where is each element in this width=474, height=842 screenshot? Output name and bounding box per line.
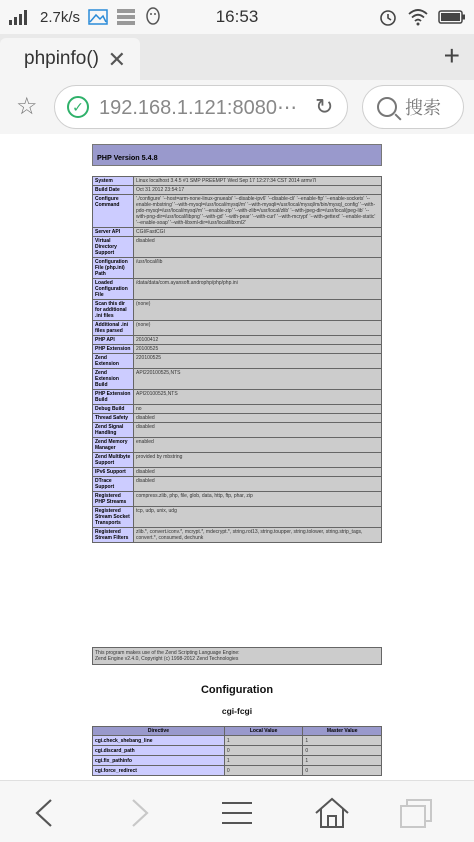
search-icon — [377, 97, 397, 117]
info-label: PHP Extension — [93, 345, 134, 354]
config-value: 1 — [303, 736, 382, 746]
url-text[interactable]: 192.168.1.121:8080⋯ — [99, 96, 297, 119]
info-row — [93, 177, 382, 186]
info-value: disabled — [134, 468, 382, 477]
config-header: Directive — [93, 727, 225, 736]
config-row — [93, 746, 382, 756]
close-icon[interactable]: ✕ — [107, 47, 126, 72]
info-value: enabled — [134, 438, 382, 453]
php-version-title: PHP Version 5.4.8 — [97, 153, 158, 162]
info-label: Additional .ini files parsed — [93, 321, 134, 336]
info-row — [93, 438, 382, 453]
config-directive: cgi.discard_path — [93, 746, 225, 756]
info-value: 220100525 — [134, 354, 382, 369]
zend-credits — [92, 647, 382, 665]
info-value: tcp, udp, unix, udg — [134, 507, 382, 528]
config-value: 0 — [303, 746, 382, 756]
configuration-heading: Configuration — [200, 684, 274, 696]
info-row — [93, 477, 382, 492]
info-row — [93, 300, 382, 321]
info-label: System — [93, 177, 134, 186]
info-row — [93, 405, 382, 414]
url-field[interactable] — [54, 85, 348, 129]
address-bar — [0, 80, 474, 134]
info-label: Virtual Directory Support — [93, 237, 134, 258]
info-value: disabled — [134, 414, 382, 423]
home-icon[interactable] — [312, 793, 352, 833]
info-value: (none) — [134, 300, 382, 321]
config-directive: cgi.fix_pathinfo — [93, 756, 225, 766]
info-label: Zend Extension Build — [93, 369, 134, 390]
config-header: Master Value — [303, 727, 382, 736]
star-icon[interactable]: ☆ — [16, 93, 38, 120]
server-notification-icon — [116, 8, 136, 26]
config-value: 0 — [224, 746, 303, 756]
info-value: API220100525,NTS — [134, 369, 382, 390]
search-button[interactable] — [362, 85, 464, 129]
config-row — [93, 736, 382, 746]
net-speed: 2.7k/s — [40, 8, 81, 26]
info-value: /usr/local/lib — [134, 258, 382, 279]
battery-icon — [438, 9, 466, 25]
config-row — [93, 756, 382, 766]
info-label: Zend Memory Manager — [93, 438, 134, 453]
signal-icon — [8, 9, 32, 25]
qq-icon — [144, 7, 162, 27]
web-content[interactable] — [0, 134, 474, 780]
image-notification-icon — [88, 9, 108, 25]
info-row — [93, 369, 382, 390]
info-label: Registered Stream Socket Transports — [93, 507, 134, 528]
info-value: 20100412 — [134, 336, 382, 345]
config-value: 0 — [303, 766, 382, 776]
credits-line: Zend Engine v2.4.0, Copyright (c) 1998-2012 Zend Technologies — [95, 656, 239, 662]
info-row — [93, 345, 382, 354]
tab-bar — [0, 34, 474, 80]
alarm-icon — [378, 7, 398, 27]
info-row — [93, 528, 382, 543]
reload-icon[interactable]: ↻ — [315, 94, 334, 119]
config-row — [93, 766, 382, 776]
info-row — [93, 279, 382, 300]
config-value: 1 — [224, 756, 303, 766]
info-label: Registered PHP Streams — [93, 492, 134, 507]
info-row — [93, 507, 382, 528]
tabs-icon[interactable] — [396, 793, 436, 833]
info-label: Server API — [93, 228, 134, 237]
info-label: Configuration File (php.ini) Path — [93, 258, 134, 279]
bottom-nav — [0, 780, 474, 842]
info-label: Thread Safety — [93, 414, 134, 423]
info-value: disabled — [134, 477, 382, 492]
info-label: Zend Extension — [93, 354, 134, 369]
info-label: DTrace Support — [93, 477, 134, 492]
info-row — [93, 390, 382, 405]
search-label: 搜索 — [405, 98, 441, 118]
config-value: 0 — [224, 766, 303, 776]
info-row — [93, 492, 382, 507]
php-version-header — [92, 144, 382, 166]
credits-line: This program makes use of the Zend Scripting Language Engine: — [95, 650, 240, 656]
info-row — [93, 336, 382, 345]
tab-phpinfo[interactable] — [0, 38, 140, 80]
info-value: 20100525 — [134, 345, 382, 354]
config-value: 1 — [224, 736, 303, 746]
clock: 16:53 — [215, 7, 259, 26]
info-value: Linux localhost 3.4.5 #1 SMP PREEMPT Wed Sep 17 12:27:34 CST 2014 armv7l — [134, 177, 382, 186]
info-row — [93, 186, 382, 195]
config-directive: cgi.check_shebang_line — [93, 736, 225, 746]
info-value: provided by mbstring — [134, 453, 382, 468]
config-table — [92, 726, 382, 776]
info-label: Debug Build — [93, 405, 134, 414]
info-value: zlib.*, convert.iconv.*, mcrypt.*, mdecrypt.*, string.rot13, string.toupper, string.tolower, string.strip_tags, convert.*, consumed, dechunk — [134, 528, 382, 543]
shield-icon: ✓ — [67, 96, 89, 118]
info-label: IPv6 Support — [93, 468, 134, 477]
info-value: './configure' '--host=arm-none-linux-gnueabi' '--disable-ipv6' '--disable-cli' '--enable-ftp' '--enable-sockets' '--enable-mbstring' '--with-mysql=/usr/local/mysql/m' '--with-mysqli=/usr/local/mysql/m/bin/mysql_config' '--with-pdo-mysql=/usr/local/mysql/m' '--enable-zip' '--with-zlib=/usr/local/zlib' '--with-jpeg-dir=/usr/local/jpeg-lib' '--with-png-dir=/usr/local/libpng' '--with-gd' '--with-pear' '--with-curl' '--with-mcrypt' '--with-gettext' '--enable-static' '--enable-soap' '--with-libxml-dir=/usr/local/libxml2' — [134, 195, 382, 228]
tab-title: phpinfo() — [24, 48, 99, 69]
php-info-table — [92, 176, 382, 543]
info-row — [93, 453, 382, 468]
info-label: PHP Extension Build — [93, 390, 134, 405]
info-label: Scan this dir for additional .ini files — [93, 300, 134, 321]
info-value: API20100525,NTS — [134, 390, 382, 405]
info-label: Registered Stream Filters — [93, 528, 134, 543]
info-label: PHP API — [93, 336, 134, 345]
config-header-row — [93, 727, 382, 736]
info-row — [93, 414, 382, 423]
wifi-icon — [408, 8, 428, 26]
info-value: /data/data/com.ayansoft.androphp/php/php.ini — [134, 279, 382, 300]
info-row — [93, 258, 382, 279]
menu-icon[interactable] — [217, 793, 257, 833]
config-header: Local Value — [224, 727, 303, 736]
info-label: Zend Multibyte Support — [93, 453, 134, 468]
status-bar — [0, 0, 474, 34]
info-row — [93, 228, 382, 237]
status-right — [378, 0, 466, 34]
info-label: Loaded Configuration File — [93, 279, 134, 300]
info-label: Configure Command — [93, 195, 134, 228]
info-value: Oct 31 2012 23:54:17 — [134, 186, 382, 195]
config-value: 1 — [303, 756, 382, 766]
info-value: compress.zlib, php, file, glob, data, http, ftp, phar, zip — [134, 492, 382, 507]
info-label: Build Date — [93, 186, 134, 195]
info-value: no — [134, 405, 382, 414]
info-row — [93, 321, 382, 336]
plus-icon[interactable]: + — [443, 40, 460, 71]
info-row — [93, 423, 382, 438]
back-arrow-icon[interactable] — [24, 793, 64, 833]
status-left — [0, 7, 162, 27]
info-value: (none) — [134, 321, 382, 336]
info-label: Zend Signal Handling — [93, 423, 134, 438]
info-row — [93, 468, 382, 477]
info-value: CGI/FastCGI — [134, 228, 382, 237]
config-directive: cgi.force_redirect — [93, 766, 225, 776]
section-heading: cgi-fcgi — [221, 706, 253, 716]
forward-arrow-icon[interactable] — [120, 793, 160, 833]
info-row — [93, 237, 382, 258]
info-value: disabled — [134, 423, 382, 438]
info-row — [93, 354, 382, 369]
info-value: disabled — [134, 237, 382, 258]
info-row — [93, 195, 382, 228]
